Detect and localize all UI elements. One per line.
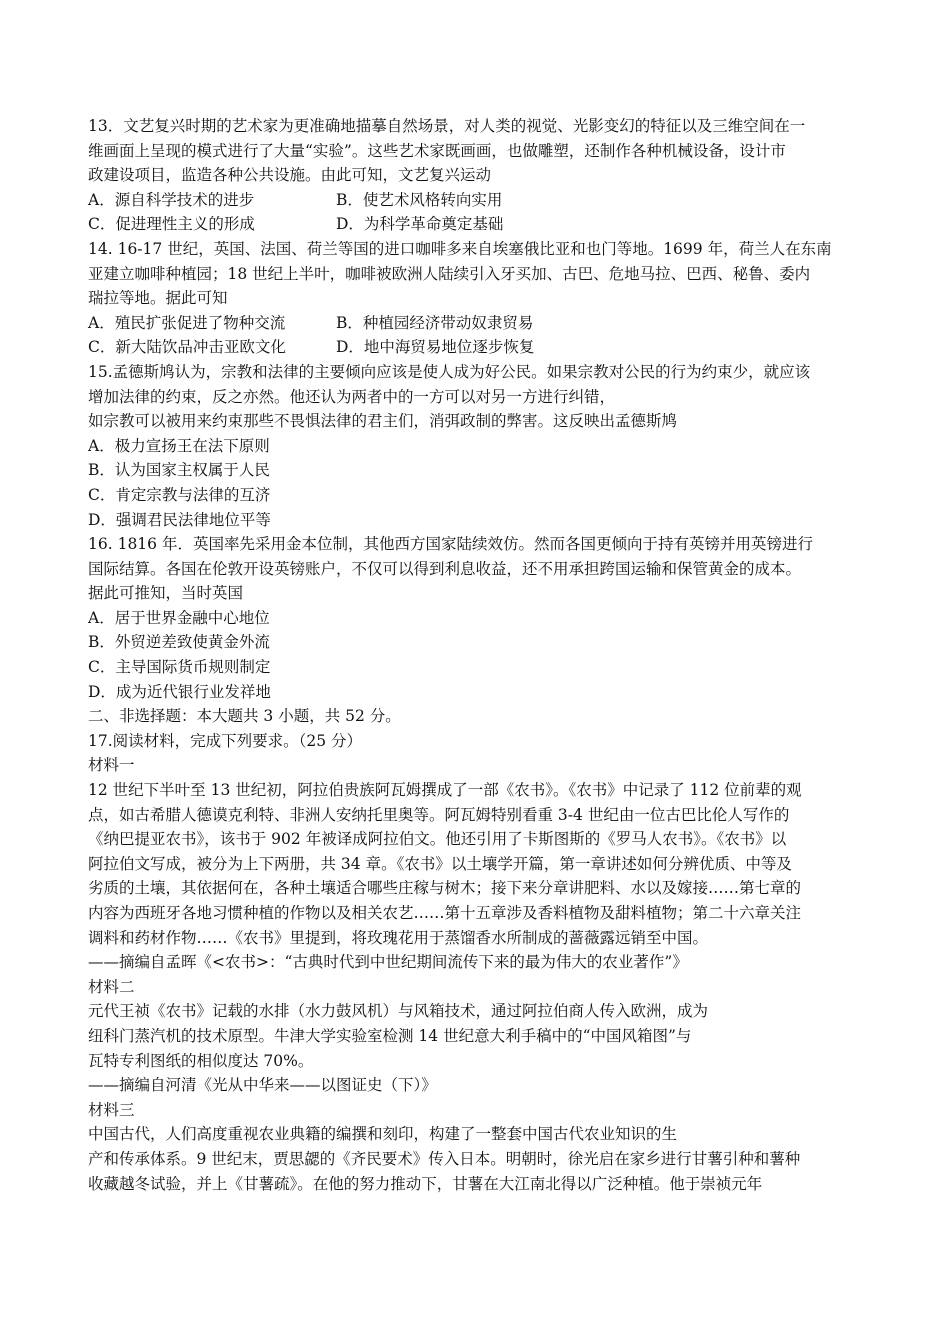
question-13	[88, 114, 868, 237]
material-text-line: 阿拉伯文写成，被分为上下两册，共 34 章。《农书》以土壤学开篇，第一章讲述如何分辨优质、中等及	[88, 854, 792, 873]
question-text-line: 15.孟德斯鸠认为，宗教和法律的主要倾向应该是使人成为好公民。如果宗教对公民的行为约束少，就应该	[88, 362, 811, 381]
question-text-line: 亚建立咖啡种植园；18 世纪上半叶，咖啡被欧洲人陆续引入牙买加、古巴、危地马拉、巴西、秘鲁、委内	[88, 264, 811, 283]
material-text-line: 《纳巴提亚农书》，该书于 902 年被译成阿拉伯文。他还引用了卡斯图斯的《罗马人农书》。《农书》以	[88, 830, 787, 849]
option-a: A．居于世界金融中心地位	[88, 608, 270, 627]
question-16	[88, 532, 868, 704]
exam-page	[88, 114, 868, 1196]
material-text-line: 收藏越冬试验，并上《甘薯疏》。在他的努力推动下，甘薯在大江南北得以广泛种植。他于崇祯元年	[88, 1174, 763, 1193]
option-c: C．促进理性主义的形成	[88, 215, 255, 234]
option-b: B．使艺术风格转向实用	[336, 190, 503, 209]
option-c: C．肯定宗教与法律的互济	[88, 485, 271, 504]
material-text-line: 产和传承体系。9 世纪末，贾思勰的《齐民要术》传入日本。明朝时，徐光启在家乡进行甘薯引种和薯种	[88, 1149, 801, 1168]
question-text-line: 政建设项目，监造各种公共设施。由此可知，文艺复兴运动	[88, 166, 492, 185]
material-1	[88, 753, 868, 974]
question-15	[88, 360, 868, 532]
material-source: ——摘编自河清《光从中华来——以图证史（下）》	[88, 1076, 437, 1095]
option-c: C．主导国际货币规则制定	[88, 658, 271, 677]
material-3	[88, 1098, 868, 1196]
option-a: A．极力宣扬王在法下原则	[88, 436, 270, 455]
option-b: B．种植园经济带动奴隶贸易	[336, 313, 534, 332]
question-text-line: 维画面上呈现的模式进行了大量“实验”。这些艺术家既画画，也做雕塑，还制作各种机械设备，设计市	[88, 141, 786, 160]
material-text-line: 元代王祯《农书》记载的水排（水力鼓风机）与风箱技术，通过阿拉伯商人传入欧洲，成为	[88, 1002, 709, 1021]
question-text-line: 国际结算。各国在伦敦开设英镑账户，不仅可以得到利息收益，还不用承担跨国运输和保管黄金的成本。	[88, 559, 802, 578]
option-row	[88, 188, 868, 213]
question-text-line: 13．文艺复兴时期的艺术家为更准确地描摹自然场景，对人类的视觉、光影变幻的特征以及三维空间在一	[88, 117, 806, 135]
question-text-line: 如宗教可以被用来约束那些不畏惧法律的君主们，消弭政制的弊害。这反映出孟德斯鸠	[88, 412, 678, 431]
option-b: B．认为国家主权属于人民	[88, 461, 270, 480]
option-row	[88, 212, 868, 237]
question-14	[88, 237, 868, 360]
option-d: D．强调君民法律地位平等	[88, 510, 271, 529]
option-d: D．成为近代银行业发祥地	[88, 682, 271, 701]
option-c: C．新大陆饮品冲击亚欧文化	[88, 338, 286, 357]
material-text-line: 12 世纪下半叶至 13 世纪初，阿拉伯贵族阿瓦姆撰成了一部《农书》。《农书》中记录了 112 位前辈的观	[88, 781, 802, 800]
question-17-title: 17.阅读材料，完成下列要求。（25 分）	[88, 731, 363, 750]
option-a: A．源自科学技术的进步	[88, 190, 255, 209]
material-source: ——摘编自孟晖《<农书>：“古典时代到中世纪期间流传下来的最为伟大的农业著作”》	[88, 953, 688, 972]
material-text-line: 点，如古希腊人德谟克利特、非洲人安纳托里奥等。阿瓦姆特别看重 3-4 世纪由一位古巴比伦人写作的	[88, 805, 790, 824]
question-text-line: 16. 1816 年．英国率先采用金本位制，其他西方国家陆续效仿。然而各国更倾向于持有英镑并用英镑进行	[88, 535, 813, 554]
option-row	[88, 311, 868, 336]
material-text-line: 劣质的土壤，其依据何在，各种土壤适合哪些庄稼与树木；接下来分章讲肥料、水以及嫁接……第七章的	[88, 879, 802, 898]
section-heading: 二、非选择题：本大题共 3 小题，共 52 分。	[88, 707, 401, 726]
material-2	[88, 975, 868, 1098]
question-text-line: 14. 16-17 世纪，英国、法国、荷兰等国的进口咖啡多来自埃塞俄比亚和也门等地。1699 年，荷兰人在东南	[88, 239, 832, 258]
option-b: B．外贸逆差致使黄金外流	[88, 633, 270, 652]
option-d: D．地中海贸易地位逐步恢复	[336, 338, 535, 357]
question-text-line: 增加法律的约束，反之亦然。他还认为两者中的一方可以对另一方进行纠错，	[88, 387, 616, 406]
material-label: 材料三	[88, 1100, 135, 1119]
option-a: A．殖民扩张促进了物种交流	[88, 313, 286, 332]
material-label: 材料一	[88, 756, 135, 775]
material-text-line: 瓦特专利图纸的相似度达 70%。	[88, 1051, 314, 1070]
material-text-line: 调料和药材作物……《农书》里提到，将玫瑰花用于蒸馏香水所制成的蔷薇露远销至中国。	[88, 928, 709, 947]
option-row	[88, 335, 868, 360]
material-text-line: 内容为西班牙各地习惯种植的作物以及相关农艺……第十五章涉及香料植物及甜料植物；第二十六章关注	[88, 904, 802, 922]
question-text-line: 瑞拉等地。据此可知	[88, 289, 228, 308]
material-text-line: 中国古代，人们高度重视农业典籍的编撰和刻印，构建了一整套中国古代农业知识的生	[88, 1125, 678, 1144]
question-text-line: 据此可推知，当时英国	[88, 584, 244, 603]
material-text-line: 纽科门蒸汽机的技术原型。牛津大学实验室检测 14 世纪意大利手稿中的“中国风箱图”与	[88, 1026, 692, 1045]
option-d: D．为科学革命奠定基础	[336, 215, 504, 234]
material-label: 材料二	[88, 977, 135, 996]
